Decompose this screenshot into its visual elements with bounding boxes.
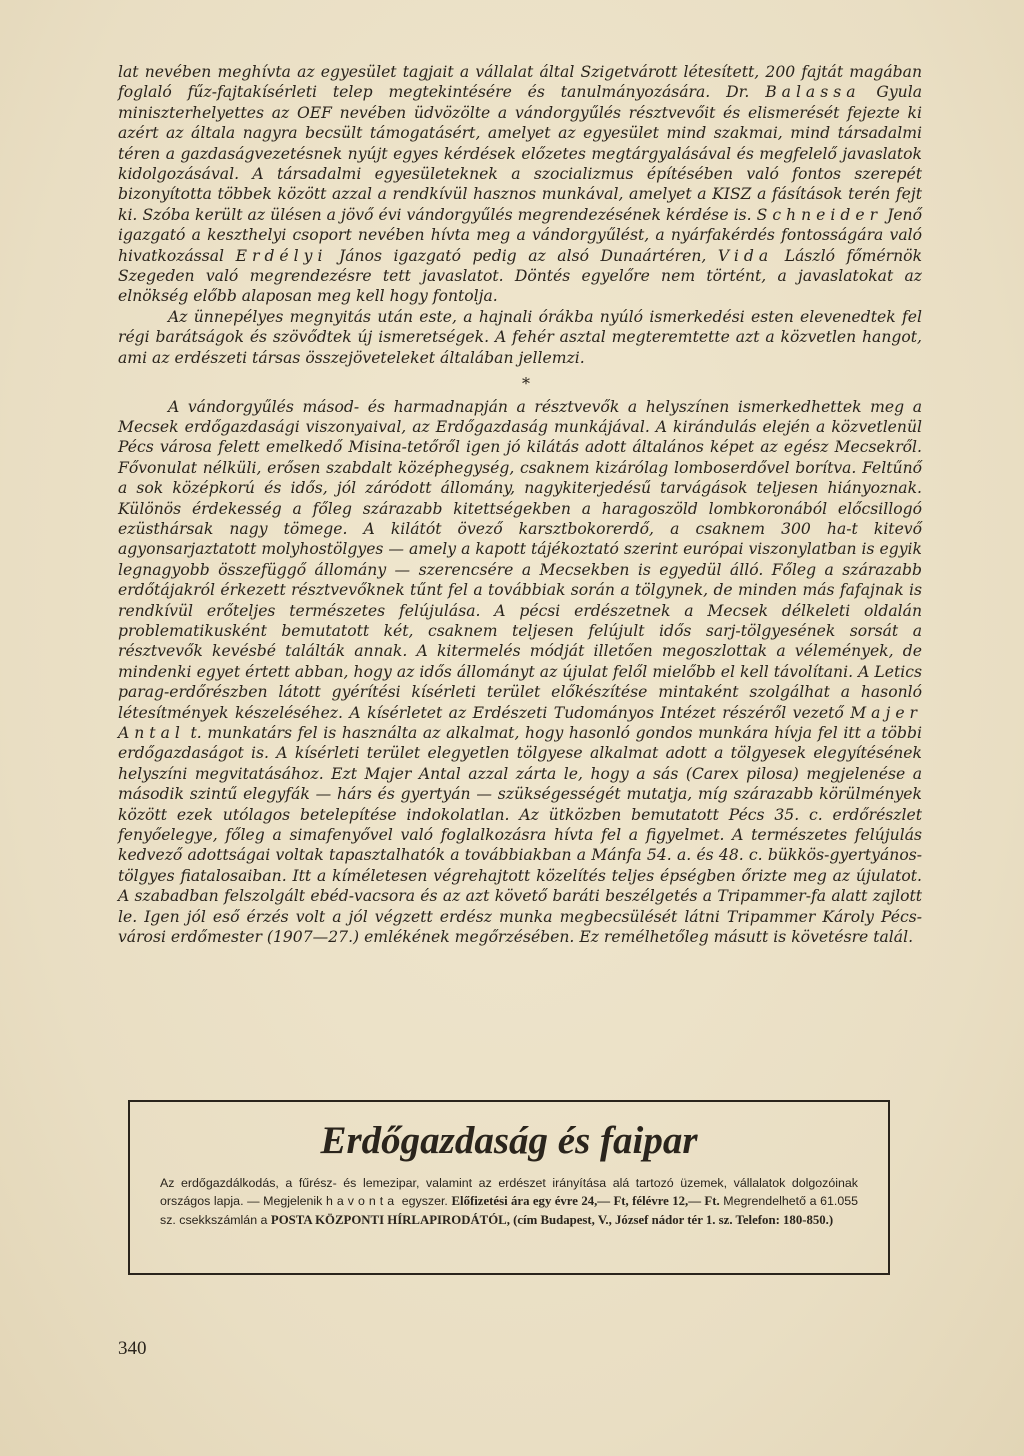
page-number: 340: [118, 1338, 147, 1359]
spaced-name: Erdélyi: [235, 246, 328, 265]
text-run: Gyula miniszterhelyettes az OEF nevében üdvözölte a vándorgyűlés résztvevőit és elismerését fejezte ki azért az általa nagyra becsült támogatásért, amelyet az egyesület mind szakmai, mind társadalmi téren a gazdaságvezetésnek nyújt egyes kérdések előzetes megtárgyalásával és megfelelő javaslatok kidolgozásával. A társadalmi egyesületeknek a szocializmus építésében való fontos szerepét bizonyította többek között azzal a rendkívül hasznos munkával, amelyet a KISZ a fásítások terén fejt ki. Szóba került az ülésen a jövő évi vándorgyűlés megrendezésének kérdése is.: [118, 83, 922, 224]
spaced-name: Balassa: [765, 83, 861, 102]
article-text: [118, 62, 922, 947]
notice-text: Az erdőgazdálkodás, a fűrész- és lemezipar, valamint az erdészet irányítása alá tartozó üzemek, vállalatok dolgozóinak országos lapja. — Megjelenik: [160, 1176, 858, 1209]
notice-text: egyszer.: [398, 1194, 448, 1209]
spaced-name: Vida: [717, 246, 774, 265]
notice-order: Megrendelhető a 61.055 sz. csekkszámlán a: [160, 1194, 858, 1227]
text-run: László főmérnök Szegeden való megrendezésre tett javaslatot. Döntés egyelőre nem történt, a javaslatokat az elnökség előbb alaposan meg kell hogy fontolja.: [118, 246, 923, 306]
paragraph-3: [118, 397, 922, 948]
paragraph-2: Az ünnepélyes megnyitás után este, a hajnali órákba nyúló ismerkedési esten elevenedtek fel régi barátságok és szövődtek új ismeretségek. A fehér asztal megteremtette azt a közvetlen hangot, ami az erdészeti társas összejöveteleket általában jellemzi.: [118, 307, 922, 367]
spaced-name: Majer Antal: [118, 703, 922, 742]
text-run: A vándorgyűlés másod- és harmadnapján a résztvevők a helyszínen ismerkedhettek meg a Mecsek erdőgazdasági viszonyaival, az Erdőgazdaság munkájával. A kirándulás elején a közvetlenül Pécs városa felett emelkedő Misina-tetőről igen jó kilátás adott általános képet az egész Mecsekről. Fővonulat nélküli, erősen szabdalt középhegység, csaknem kizárólag lomboserdővel borítva. Feltűnő a sok középkorú és idős, jól záródott állomány, nagykiterjedésű tarvágások teljesen hiányoznak. Különös érdekesség a főleg szárazabb kitettségekben a haragoszöld lombkoronából előcsillogó ezüsthársak nagy tömege. A kilátót övező karsztbokorerdő, a csaknem 300 ha-t kitevő agyonsarjaztatott molyhostölgyes — amely a kapott tájékoztató szerint európai viszonylatban is egyik legnagyobb összefüggő állomány — szerencsére a Mecsekben is egyedül álló. Főleg a szárazabb erdőtájakról érkezett résztvevőknek tűnt fel a továbbiak során a tölgynek, de minden más fafajnak is rendkívül erőteljes természetes felújulása. A pécsi erdészetnek a Mecsek délkeleti oldalán problematikusként bemutatott két, csaknem teljesen felújult idős sarj-tölgyesének sorsát a résztvevők kevésbé találták annak. A kitermelés módját illetően megoszlottak a vélemények, de mindenki egyet értett abban, hogy az idős állományt az újulat felől mielőbb el kell távolítani. A Letics parag-erdőrészben látott gyérítési kísérleti terület előkészítése mintaként szolgálhat a hasonló létesítmények készeléséhez. A kísérletet az Erdészeti Tudományos Intézet részéről vezető: [118, 397, 922, 722]
notice-body: [160, 1174, 858, 1229]
notice-frequency: havonta: [326, 1194, 399, 1209]
notice-title: Erdőgazdaság és faipar: [320, 1119, 698, 1162]
notice-price: Előfizetési ára egy évre 24,— Ft, félévre 12,— Ft.: [451, 1194, 720, 1209]
text-run: Jenő igazgató a keszthelyi csoport nevében hívta meg a vándorgyűlést, a nyárfakérdés fontosságára való hivatkozással: [118, 205, 922, 265]
subscription-notice-box: [128, 1100, 890, 1275]
notice-publisher: POSTA KÖZPONTI HÍRLAPIRODÁTÓL,: [270, 1212, 510, 1227]
spaced-name: Schneider: [756, 205, 883, 224]
text-run: t. munkatárs fel is használta az alkalmat, hogy hasonló gondos munkára hívja fel itt a többi erdőgazdaságot is. A kísérleti terület elegyetlen tölgyese alkalmat adott a tölgyesek elegyítésének helyszíni megvitatásához. Ezt Majer Antal azzal zárta le, hogy a sás (Carex pilosa) megjelenése a második szintű elegyfák — hárs és gyertyán — szükségességét mutatja, míg szárazabb körülmények között ezek utólagos betelepítése indokolatlan. Az ütközben bemutatott Pécs 35. c. erdőrészlet fenyőelegye, főleg a simafenyővel való foglalkozásra hívta fel a figyelmet. A természetes felújulás kedvező adottságai voltak tapasztalhatók a továbbiakban a Mánfa 54. a. és 48. c. bükkös-gyertyános-tölgyes fiatalosaiban. Itt a kíméletesen végrehajtott közelítés teljes épségben őrizte meg az újulatot. A szabadban felszolgált ebéd-vacsora és az azt követő baráti beszélgetés a Tripammer-fa alatt zajlott le. Igen jól eső érzés volt a jól végzett erdész munka megbecsülését látni Tripammer Károly Pécs-városi erdőmester (1907—27.) emlékének megőrzésében. Ez remélhetőleg másutt is követésre talál.: [118, 724, 922, 947]
notice-address: (cím Budapest, V., József nádor tér 1. sz. Telefon: 180-850.): [509, 1212, 834, 1227]
text-run: lat nevében meghívta az egyesület tagjait a vállalat által Szigetvárott létesített, 200 fajtát magában foglaló fűz-fajtakísérleti telep megtekintésére és tanulmányozására. Dr.: [118, 63, 922, 102]
text-run: János igazgató pedig az alsó Dunaártéren,: [327, 246, 718, 265]
paragraph-1: [118, 62, 922, 307]
section-separator: *: [522, 374, 530, 394]
